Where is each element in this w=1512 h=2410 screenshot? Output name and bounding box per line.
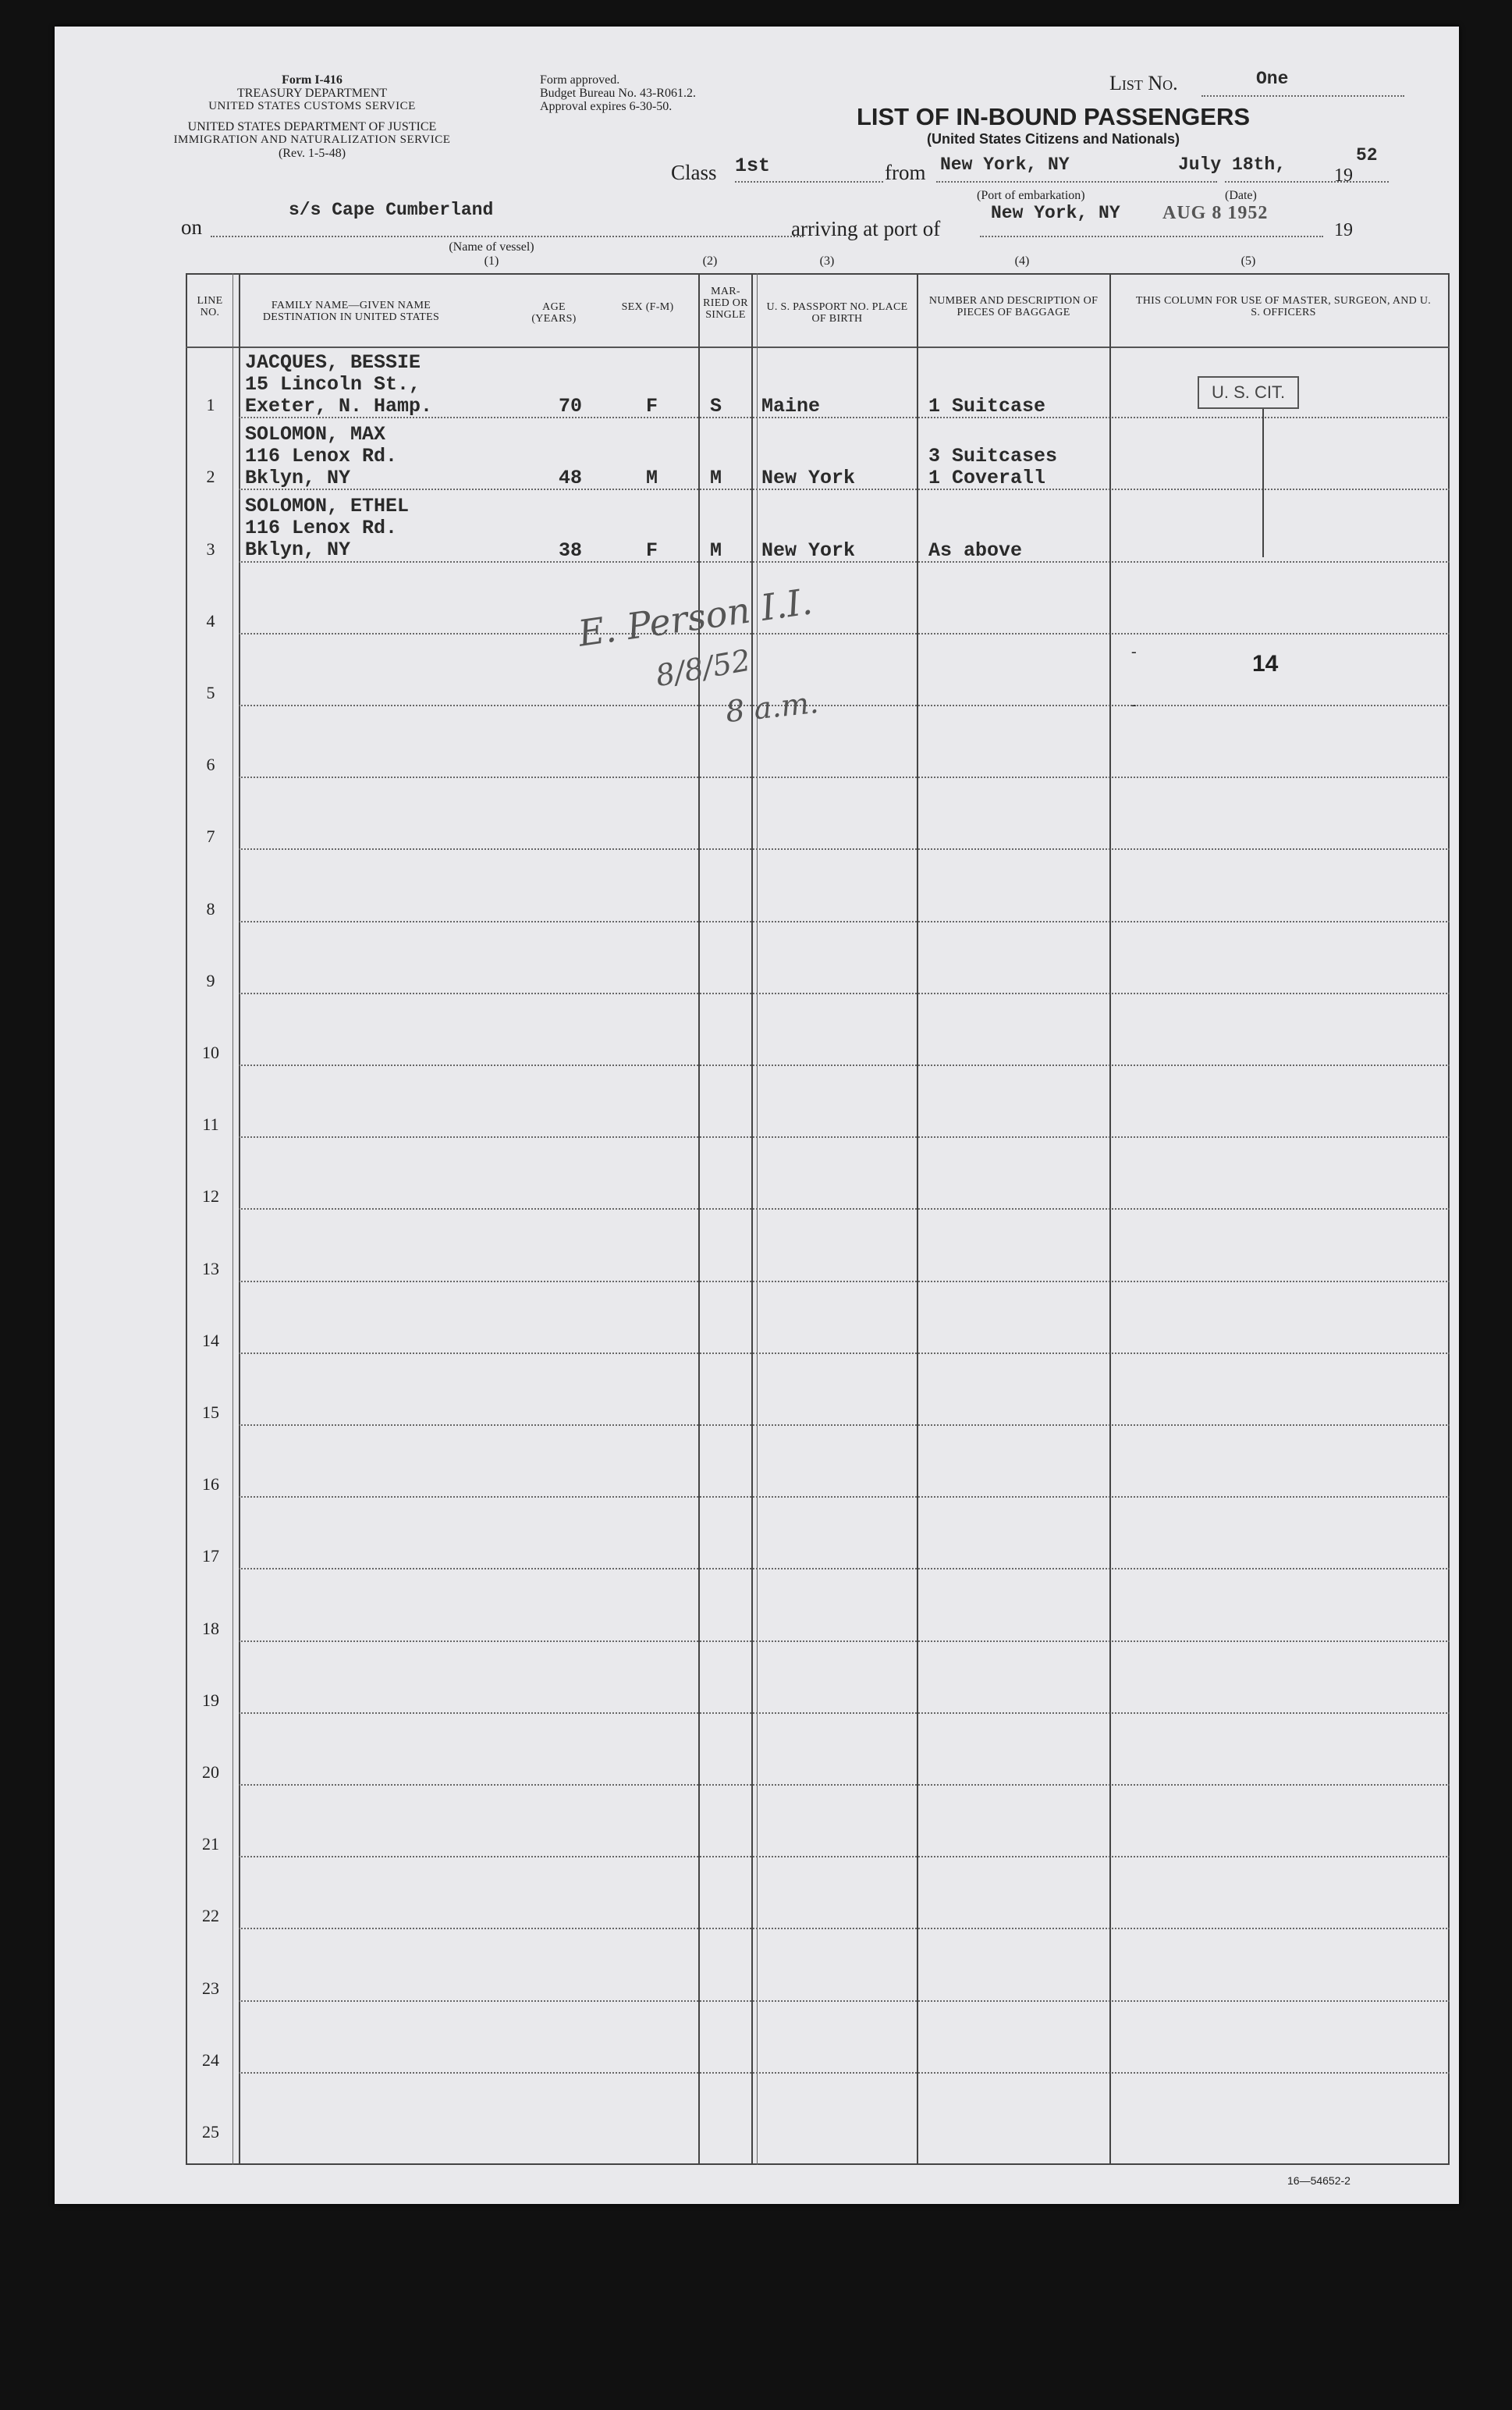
col-num-1: (1) [484, 254, 499, 268]
arrival-port-value: New York, NY [991, 203, 1120, 223]
from-label: from [885, 161, 926, 184]
passenger-sex: M [646, 467, 658, 490]
passenger-address-line2: Bklyn, NY [245, 467, 351, 490]
line-number: 9 [206, 970, 215, 990]
passenger-address-line1: 116 Lenox Rd. [245, 517, 398, 540]
inspector-signature: E. Person I.I. [575, 580, 815, 655]
header-sex: SEX (F-M) [621, 301, 674, 313]
passenger-address-line2: Exeter, N. Hamp. [245, 395, 433, 418]
line-number: 15 [202, 1402, 219, 1422]
passenger-baggage-line1: As above [928, 539, 1023, 562]
col-num-3: (3) [819, 254, 835, 268]
dept-treasury: TREASURY DEPARTMENT [236, 87, 388, 100]
approval-expires: Approval expires 6-30-50. [540, 100, 673, 113]
year-value: 52 [1356, 145, 1378, 165]
page-subtitle: (United States Citizens and Nationals) [926, 131, 1180, 147]
line-number: 12 [202, 1186, 219, 1207]
passenger-place-of-birth: New York [761, 539, 856, 562]
passenger-name: SOLOMON, MAX [245, 423, 386, 446]
line-number: 4 [206, 610, 215, 631]
header-line-no: LINE NO. [197, 295, 223, 318]
on-label: on [181, 215, 202, 239]
footer-code: 16—54652-2 [1287, 2174, 1351, 2187]
arrival-date-stamp: AUG 8 1952 [1162, 203, 1269, 223]
line-number: 6 [206, 755, 215, 775]
list-no-label: List No. [1109, 72, 1178, 94]
header-age: AGE (YEARS) [531, 301, 577, 325]
date-value: July 18th, [1178, 155, 1287, 175]
us-citizen-stamp: U. S. CIT. [1198, 376, 1299, 409]
passenger-name: JACQUES, BESSIE [245, 351, 421, 374]
line-number: 3 [206, 539, 215, 559]
passenger-place-of-birth: Maine [761, 395, 821, 418]
line-number: 24 [202, 2049, 219, 2070]
passenger-address-line1: 15 Lincoln St., [245, 373, 421, 396]
dept-treasury-sub: UNITED STATES CUSTOMS SERVICE [208, 100, 416, 112]
header-officers: THIS COLUMN FOR USE OF MASTER, SURGEON, AND U. S. OFFICERS [1135, 295, 1432, 318]
inspection-date: 8/8/52 [653, 642, 754, 694]
line-number: 25 [202, 2122, 219, 2142]
form-revision: (Rev. 1-5-48) [278, 147, 346, 160]
officer-mark: 14 [1252, 651, 1279, 677]
dept-justice-sub: IMMIGRATION AND NATURALIZATION SERVICE [173, 133, 451, 146]
passenger-baggage-line1: 1 Suitcase [928, 395, 1046, 418]
line-number: 23 [202, 1978, 219, 1998]
inspection-time: 8 a.m. [724, 684, 821, 730]
col-num-2: (2) [702, 254, 718, 268]
line-number: 21 [202, 1834, 219, 1854]
header-passport: U. S. PASSPORT NO. PLACE OF BIRTH [766, 301, 908, 325]
port-embark-caption: (Port of embarkation) [977, 189, 1085, 202]
vessel-caption: (Name of vessel) [449, 240, 534, 254]
form-number: Form I-416 [282, 73, 343, 87]
line-number: 2 [206, 467, 215, 487]
line-number: 20 [202, 1762, 219, 1782]
passenger-marital-status: M [710, 539, 722, 562]
line-number: 1 [206, 395, 215, 415]
header-baggage: NUMBER AND DESCRIPTION OF PIECES OF BAGGAGE [928, 295, 1099, 318]
line-number: 11 [202, 1114, 219, 1135]
passenger-sex: F [646, 539, 658, 562]
line-number: 18 [202, 1618, 219, 1638]
col-num-4: (4) [1014, 254, 1030, 268]
header-name: FAMILY NAME—GIVEN NAME DESTINATION IN UNITED STATES [262, 300, 440, 323]
line-number: 19 [202, 1690, 219, 1710]
arrival-year-prefix: 19 [1334, 220, 1353, 240]
class-label: Class [671, 161, 717, 184]
passenger-place-of-birth: New York [761, 467, 856, 490]
line-number: 13 [202, 1258, 219, 1278]
passenger-address-line2: Bklyn, NY [245, 539, 351, 562]
passenger-marital-status: S [710, 395, 722, 418]
line-number: 10 [202, 1043, 219, 1062]
header-married: MAR-RIED OR SINGLE [703, 286, 748, 321]
form-approved: Form approved. [540, 73, 620, 87]
passenger-marital-status: M [710, 467, 722, 490]
passenger-age: 38 [559, 539, 583, 562]
passenger-name: SOLOMON, ETHEL [245, 495, 410, 518]
page-title: LIST OF IN-BOUND PASSENGERS [856, 103, 1251, 130]
passenger-baggage-line2: 1 Coverall [928, 467, 1046, 490]
vessel-value: s/s Cape Cumberland [289, 200, 494, 220]
line-number: 7 [206, 826, 215, 847]
line-number: 14 [202, 1330, 219, 1350]
passenger-baggage-line1: 3 Suitcases [928, 445, 1058, 468]
year-prefix: 19 [1334, 165, 1353, 186]
passenger-sex: F [646, 395, 658, 418]
budget-bureau: Budget Bureau No. 43-R061.2. [540, 87, 696, 100]
manifest-page: Form I-416 TREASURY DEPARTMENT UNITED STATES CUSTOMS SERVICE UNITED STATES DEPARTMENT OF JUSTICE IMMIGRATION AND NATURALIZATION SERVICE (Rev. 1-5-48) Form approved. Budget Bureau No. 43-R061.2. Approval expires 6-30-50. List No. One LIST OF IN-BOUND PASSENGERS (United States Citizens and Nationals) Class 1st from New York, NY July 18th, 19 52 (Port of embarkation) (Date) on s/s Cape Cumberland arriving at port of New York, NY AUG 8 1952 19 (Name of vessel) (1) (2) (3) (4) (5) LINE NO. FAMILY NAME—GIVEN NAME DESTINATION IN UNITED STATES AGE (YEARS) SEX (F-M) MAR-RIED OR SINGLE U. S. PASSPORT NO. PLACE OF BIRTH NUMBER AND DESCRIPTION OF PIECES OF BAGGAGE THIS COLUMN FOR USE OF MASTER, SURGEON, AND U. S. OFFICERS JACQUES, BESSIE 15 Lincoln St., Exeter, N. Hamp. 70 F S Maine 1 Suitcase SOLOMON, MAX 116 Lenox Rd. Bklyn, NY 48 M M New York 3 Suitcases 1 Coverall SOLOMON, ETHEL 116 Lenox Rd. Bklyn, NY 38 F M New York As above 1 2 3 4 5 6 7 8 9 10 11 12 13 14 15 16 17 18 19 20 21 22 23 24 25 U. S. CIT. 14 - - E. Person I.I. 8/8/52 8 a.m. 16—54652-2 [55, 27, 1459, 2204]
line-number: 5 [206, 683, 215, 702]
class-value: 1st [735, 155, 771, 177]
line-number: 16 [202, 1474, 219, 1495]
passenger-age: 70 [559, 395, 583, 418]
date-caption: (Date) [1225, 189, 1257, 202]
list-no-value: One [1256, 69, 1289, 89]
dept-justice: UNITED STATES DEPARTMENT OF JUSTICE [187, 120, 437, 133]
passenger-age: 48 [559, 467, 583, 490]
col-num-5: (5) [1240, 254, 1256, 268]
passenger-address-line1: 116 Lenox Rd. [245, 445, 398, 468]
from-value: New York, NY [940, 155, 1070, 175]
arriving-label: arriving at port of [791, 217, 941, 240]
line-number: 22 [202, 1906, 219, 1926]
line-number: 17 [202, 1546, 219, 1566]
line-number: 8 [206, 898, 215, 919]
